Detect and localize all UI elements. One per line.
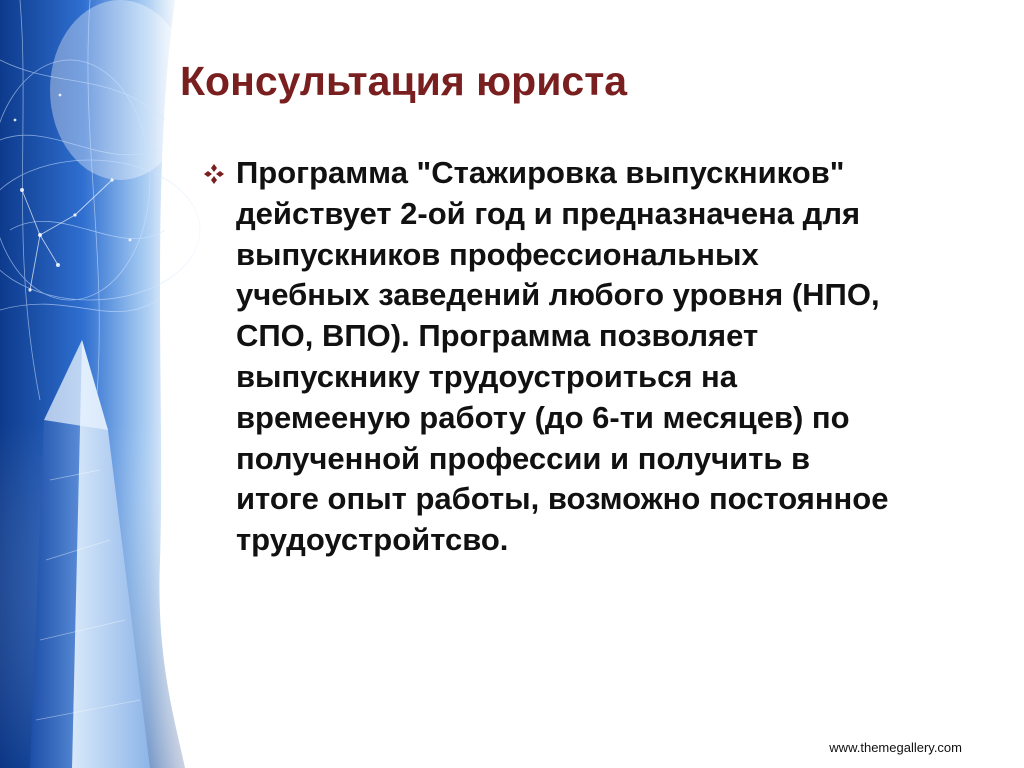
bullet-text-line: учебных заведений любого уровня (НПО, [236, 277, 880, 313]
bullet-text-line: полученной профессии и получить в [236, 440, 811, 476]
bullet-text-line: Программа "Стажировка выпускников" [236, 155, 845, 190]
bullet-text-line: итоге опыт работы, возможно постоянное [236, 481, 889, 517]
bullet-text-line: действует 2-ой год и предназначена для [236, 195, 861, 231]
bullet-text-line: выпускнику трудоустроиться на [236, 358, 737, 394]
bullet-text-line: времееную работу (до 6-ти месяцев) по [236, 399, 850, 435]
footer-url: www.themegallery.com [829, 740, 962, 755]
bullet-text-line: трудоустройтсво. [236, 522, 509, 558]
bullet-item [203, 153, 993, 561]
bullet-text [236, 153, 976, 561]
bullet-text-line: выпускников профессиональных [236, 236, 759, 272]
diamond-bullet-icon [203, 163, 225, 185]
slide-title: Консультация юриста [180, 58, 628, 104]
bullet-text-line: СПО, ВПО). Программа позволяет [236, 318, 759, 354]
